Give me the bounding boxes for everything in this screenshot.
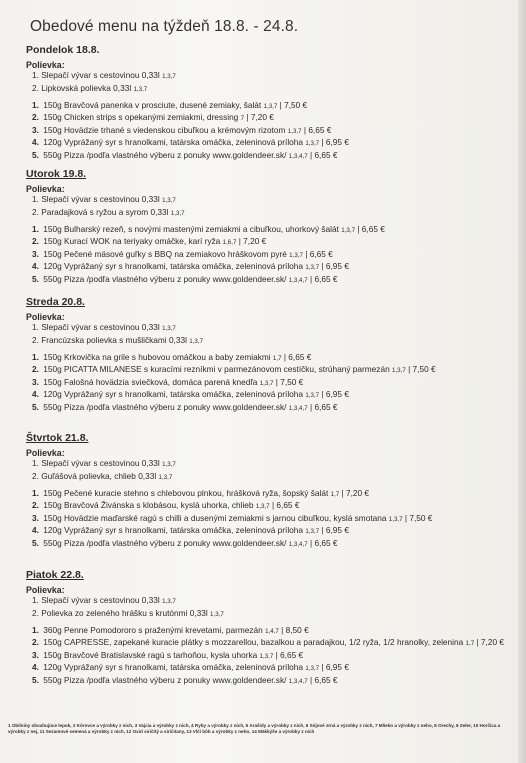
allergen-codes: 1,3,7 [305, 665, 320, 673]
soup-text: 2. Francúzska polievka s mušličkami 0,33l [32, 334, 187, 345]
meal-item [26, 100, 514, 112]
soup-text: 2. Lipkovská polievka 0,33l [32, 82, 132, 93]
meal-text: 550g Pizza /podľa vlastného výberu z ponuky www.goldendeer.sk/ [43, 674, 287, 685]
meal-list [26, 352, 514, 414]
allergen-codes: 1,3,7 [392, 367, 406, 375]
meal-number: 1. [32, 487, 39, 498]
meal-number: 4. [32, 261, 39, 272]
meal-text: 150g Pečené kuracie stehno s chlebovou plnkou, hrášková ryža, šopský šalát [43, 487, 329, 498]
allergen-codes: 1,3,7 [170, 209, 185, 217]
meal-text: 550g Pizza /podľa vlastného výberu z ponuky www.goldendeer.sk/ [43, 273, 287, 284]
meal-price: | 6,95 € [321, 389, 349, 400]
meal-item [26, 150, 514, 162]
allergen-codes: 1,3,7 [158, 473, 173, 481]
soup-text: 2. Paradajková s ryžou a syrom 0,33l [32, 206, 169, 217]
allergen-codes: 1,3,7 [210, 610, 224, 618]
meal-item [26, 402, 514, 414]
meal-price: | 7,20 € [246, 112, 274, 123]
meal-price: | 6,65 € [309, 273, 338, 284]
meal-item [26, 389, 514, 401]
allergen-codes: 1,3,7 [341, 226, 356, 234]
meal-number: 2. [32, 500, 39, 511]
meal-price: | 6,95 € [321, 525, 349, 536]
allergen-codes: 1,3,4,7 [288, 677, 308, 685]
soup-heading: Polievka: [26, 60, 65, 70]
day-name: Piatok 22.8. [26, 569, 84, 581]
meal-price: | 7,50 € [408, 364, 436, 375]
allergen-codes: 1,3,7 [305, 140, 320, 148]
soup-text: 1. Slepačí vývar s cestovinou 0,33l [32, 194, 160, 205]
meal-number: 1. [32, 351, 39, 362]
meal-text: 150g CAPRESSE, zapekané kuracie plátky s mozzarellou, bazalkou a paradajkou, 1/2 ryža, 1/2 hranolky, zelenina [43, 637, 464, 648]
soup-item [26, 335, 514, 347]
day-name: Pondelok 18.8. [26, 44, 100, 56]
meal-number: 2. [32, 637, 39, 648]
meal-item [26, 650, 514, 662]
meal-text: 150g Krkovička na grile s hubovou omáčkou a baby zemiakmi [43, 351, 271, 362]
day-name: Štvrtok 21.8. [26, 432, 89, 444]
meal-item [26, 137, 514, 149]
meal-text: 150g Kurací WOK na teriyaky omáčke, karí ryža [43, 236, 221, 247]
meal-text: 150g Hovädzie maďarské ragú s chilli a dusenými zemiakmi s jarnou cibuľkou, kyslá smotana [43, 512, 387, 523]
meal-item [26, 261, 514, 273]
meal-item [26, 377, 514, 389]
meal-list [26, 224, 514, 286]
allergen-codes: 1,7 [272, 354, 282, 362]
day-section-thursday [26, 432, 514, 550]
meal-number: 2. [32, 364, 39, 375]
allergen-codes: 1,3,7 [133, 85, 148, 93]
soup-item [26, 471, 514, 483]
meal-text: 150g Bravčová panenka v prosciute, dusené zemiaky, šalát [43, 99, 262, 110]
meal-price: | 6,65 € [275, 649, 304, 660]
allergen-codes: 1,3,7 [162, 197, 176, 205]
meal-text: 150g Bravčová Živánska s klobásou, kyslá uhorka, chlieb [43, 500, 254, 511]
meal-price: | 6,95 € [321, 137, 349, 148]
meal-list [26, 488, 514, 550]
soup-item [26, 458, 514, 470]
soup-item [26, 83, 514, 95]
allergen-codes: 1,3,7 [255, 503, 270, 511]
meal-number: 3. [32, 124, 39, 135]
allergen-codes: 1,3,7 [189, 337, 204, 345]
meal-item [26, 249, 514, 261]
meal-price: | 7,20 € [238, 236, 267, 247]
allergen-codes: 1,3,7 [263, 102, 278, 110]
allergen-codes: 1,3,7 [162, 73, 176, 81]
soup-heading: Polievka: [26, 585, 65, 595]
meal-item [26, 352, 514, 364]
soup-item [26, 194, 514, 206]
meal-number: 2. [32, 112, 39, 123]
allergen-codes: 1,3,4,7 [288, 404, 308, 412]
soup-text: 2. Guľášová polievka, chlieb 0,33l [32, 470, 157, 481]
meal-price: | 6,65 € [271, 500, 300, 511]
soup-item [26, 70, 514, 82]
soup-item [26, 595, 514, 607]
meal-number: 5. [32, 149, 39, 160]
meal-item [26, 364, 514, 376]
allergen-codes: 1,3,7 [259, 379, 274, 387]
meal-text: 120g Vyprážaný syr s hranolkami, tatárska omáčka, zeleninová príloha [43, 261, 304, 272]
meal-list [26, 100, 514, 162]
meal-text: 150g Bulharský rezeň, s novými mastenými zemiakmi a cibuľkou, uhorkový šalát [43, 223, 339, 234]
soup-item [26, 207, 514, 219]
meal-text: 550g Pizza /podľa vlastného výberu z ponuky www.goldendeer.sk/ [43, 149, 287, 160]
soup-item [26, 322, 514, 334]
day-section-friday [26, 569, 514, 687]
day-name: Utorok 19.8. [26, 168, 87, 180]
meal-item [26, 675, 514, 687]
allergen-codes: 1,3,7 [259, 652, 274, 660]
meal-price: | 7,50 € [404, 512, 433, 523]
allergen-codes: 1,7 [465, 640, 475, 648]
meal-text: 120g Vyprážaný syr s hranolkami, tatárska omáčka, zeleninová príloha [43, 137, 304, 148]
allergen-codes: 1,7 [330, 490, 340, 498]
meal-text: 150g Chicken strips s opekanými zemiakmi, dressing [43, 112, 239, 123]
meal-text: 150g Falošná hovädzia sviečková, domáca parená knedľa [43, 376, 258, 387]
meal-item [26, 538, 514, 550]
menu-title: Obedové menu na týždeň 18.8. - 24.8. [30, 18, 299, 35]
meal-text: 150g Hovädzie trhané s viedenskou cibuľkou a krémovým rizotom [43, 124, 286, 135]
meal-number: 3. [32, 649, 39, 660]
allergen-footnote: 1 Obilniny obsahujúce lepok, 2 Kôrovce a výrobky z nich, 3 Vajcia a výrobky z nich, 4 Ryby a výrobky z nich, 5 Arašidy a výrobky z nich, 6 Sójové zrná a výrobky z nich, 7 Mlieko a výrobky z neho, 8 Orechy, 9 Zeler, 10 Horčica a výrobky z nej, 11 Sezamové semená a výrobky z nich, 12 Oxid siričitý a siričitany, 13 Vlčí bôb a výrobky z neho, 14 Mäkkýše a výrobky z nich [8, 723, 501, 734]
day-section-tuesday [26, 168, 514, 286]
soup-text: 1. Slepačí vývar s cestovinou 0,33l [32, 322, 160, 333]
allergen-codes: 1,3,7 [305, 264, 320, 272]
allergen-codes: 1,3,4,7 [288, 152, 308, 160]
meal-item [26, 274, 514, 286]
meal-number: 2. [32, 236, 39, 247]
meal-number: 3. [32, 248, 39, 259]
meal-number: 5. [32, 401, 39, 412]
day-section-wednesday [26, 296, 514, 414]
day-section-monday [26, 44, 514, 162]
meal-item [26, 236, 514, 248]
meal-number: 4. [32, 662, 39, 673]
meal-number: 3. [32, 376, 39, 387]
meal-price: | 6,65 € [303, 124, 332, 135]
soup-heading: Polievka: [26, 312, 65, 322]
soup-text: 2. Polievka zo zeleného hrášku s krutónmi 0,33l [32, 607, 208, 618]
allergen-codes: 1,3,7 [289, 251, 303, 259]
allergen-codes: 1,3,7 [287, 127, 302, 135]
meal-text: 120g Vyprážaný syr s hranolkami, tatárska omáčka, zeleninová príloha [43, 525, 304, 536]
meal-number: 5. [32, 273, 39, 284]
meal-text: 150g Pečené mäsové guľky s BBQ na zemiakovo hráškovom pyré [43, 248, 287, 259]
meal-number: 4. [32, 137, 39, 148]
meal-price: | 6,65 € [357, 223, 385, 234]
meal-item [26, 513, 514, 525]
allergen-codes: 1,3,7 [305, 528, 320, 536]
meal-number: 1. [32, 99, 39, 110]
meal-item [26, 662, 514, 674]
meal-text: 150g PICATTA MILANESE s kuracími rezníkmi v parmezánovom cestíčku, strúhaný parmezán [43, 364, 390, 375]
meal-price: | 6,65 € [305, 248, 333, 259]
meal-list [26, 625, 514, 687]
meal-text: 150g Bravčové Bratislavské ragú s tarhoňou, kysla uhorka [43, 649, 258, 660]
allergen-codes: 1,3,7 [162, 461, 176, 469]
meal-item [26, 125, 514, 137]
meal-price: | 8,50 € [281, 624, 309, 635]
meal-number: 3. [32, 512, 39, 523]
meal-number: 4. [32, 525, 39, 536]
meal-number: 1. [32, 624, 39, 635]
meal-text: 120g Vyprážaný syr s hranolkami, tatárska omáčka, zeleninová príloha [43, 389, 304, 400]
meal-item [26, 112, 514, 124]
meal-price: | 7,50 € [275, 376, 304, 387]
meal-price: | 7,20 € [476, 637, 504, 648]
soup-text: 1. Slepačí vývar s cestovinou 0,33l [32, 70, 160, 81]
meal-item [26, 224, 514, 236]
meal-number: 5. [32, 537, 39, 548]
allergen-codes: 7 [240, 115, 245, 123]
meal-item [26, 637, 514, 649]
meal-price: | 6,65 € [309, 401, 338, 412]
meal-text: 120g Vyprážaný syr s hranolkami, tatárska omáčka, zeleninová príloha [43, 662, 304, 673]
paper-edge [518, 0, 526, 763]
meal-number: 1. [32, 223, 39, 234]
allergen-codes: 1,3,7 [388, 515, 403, 523]
allergen-codes: 1,6,7 [222, 239, 237, 247]
meal-price: | 6,65 € [309, 149, 338, 160]
meal-item [26, 488, 514, 500]
meal-text: 360g Penne Pomodororo s praženými krevetami, parmezán [43, 624, 263, 635]
meal-item [26, 625, 514, 637]
meal-price: | 6,65 € [309, 537, 338, 548]
soup-heading: Polievka: [26, 184, 65, 194]
allergen-codes: 1,3,7 [305, 392, 320, 400]
meal-price: | 6,65 € [283, 351, 312, 362]
meal-item [26, 525, 514, 537]
meal-text: 550g Pizza /podľa vlastného výberu z ponuky www.goldendeer.sk/ [43, 537, 287, 548]
meal-price: | 6,65 € [309, 674, 338, 685]
soup-item [26, 608, 514, 620]
meal-number: 4. [32, 389, 39, 400]
meal-price: | 7,20 € [341, 487, 370, 498]
soup-text: 1. Slepačí vývar s cestovinou 0,33l [32, 458, 160, 469]
allergen-codes: 1,3,7 [162, 598, 176, 606]
allergen-codes: 1,4,7 [265, 627, 279, 635]
meal-price: | 6,95 € [321, 662, 349, 673]
allergen-codes: 1,3,4,7 [288, 540, 308, 548]
allergen-codes: 1,3,4,7 [288, 276, 308, 284]
meal-price: | 7,50 € [279, 99, 308, 110]
soup-heading: Polievka: [26, 448, 65, 458]
day-name: Streda 20.8. [26, 296, 85, 308]
meal-item [26, 500, 514, 512]
meal-text: 550g Pizza /podľa vlastného výberu z ponuky www.goldendeer.sk/ [43, 401, 287, 412]
meal-price: | 6,95 € [321, 261, 349, 272]
meal-number: 5. [32, 674, 39, 685]
allergen-codes: 1,3,7 [162, 325, 176, 333]
soup-text: 1. Slepačí vývar s cestovinou 0,33l [32, 595, 160, 606]
